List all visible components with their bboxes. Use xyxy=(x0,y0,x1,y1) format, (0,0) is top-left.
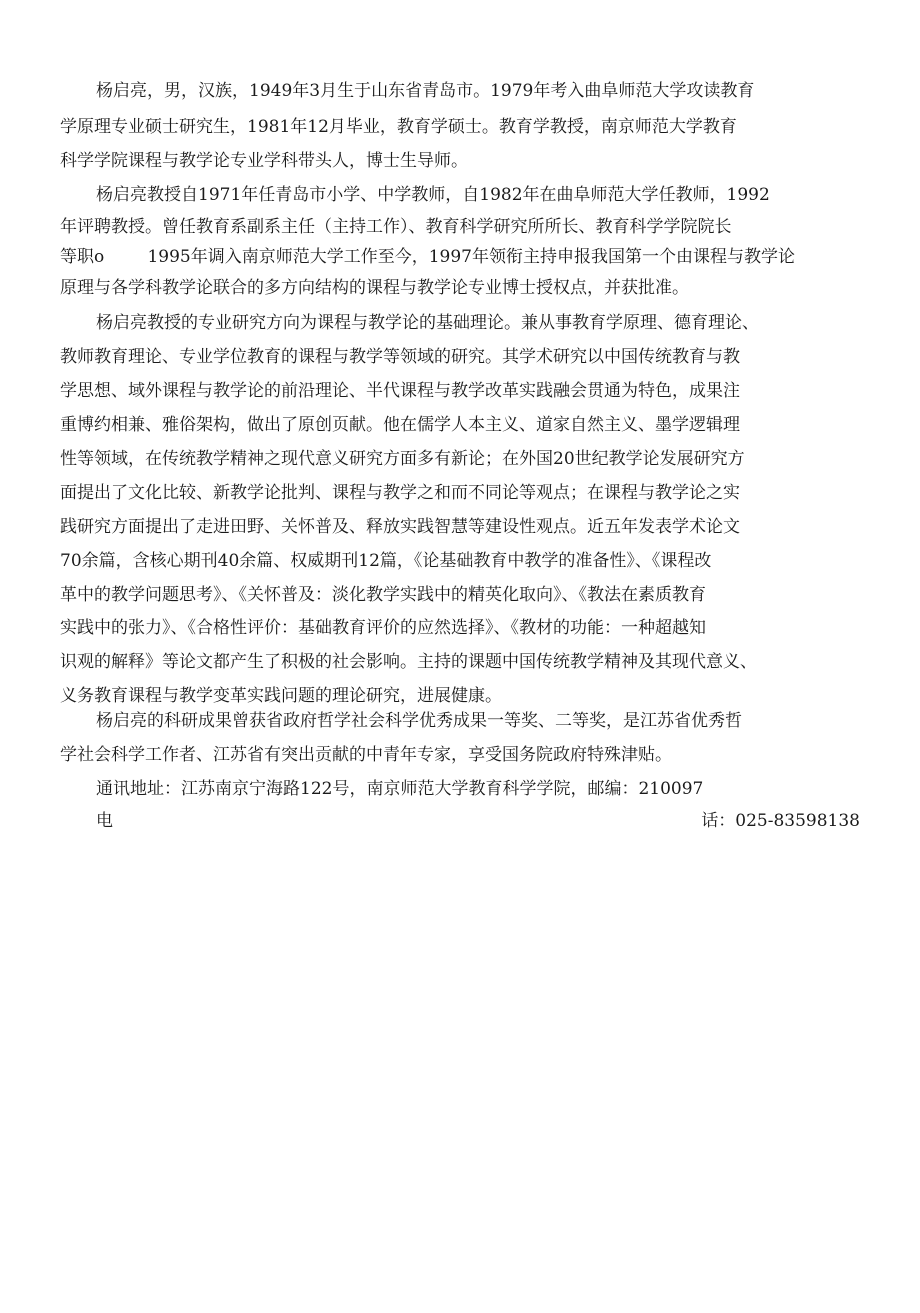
text-line: 年评聘教授。曾任教育系副系主任（主持工作）、教育科学研究所所长、教育科学学院院长 xyxy=(60,217,732,237)
phone-label: 电 xyxy=(96,811,113,831)
text-line: 重博约相兼、雅俗架构，做出了原创页献。他在儒学人本主义、道家自然主义、墨学逻辑理 xyxy=(60,415,740,435)
text-line: 学社会科学工作者、江苏省有突出贡献的中青年专家，享受国务院政府特殊津贴。 xyxy=(60,745,672,765)
text-line: 践研究方面提出了走进田野、关怀普及、释放实践智慧等建设性观点。近五年发表学术论文 xyxy=(60,517,740,537)
text-line: 学原理专业硕士研究生，1981年12月毕业，教育学硕士。教育学教授，南京师范大学教育 xyxy=(60,117,737,137)
text-line: 性等领域，在传统教学精神之现代意义研究方面多有新论；在外国20世纪教学论发展研究方 xyxy=(60,449,745,469)
text-line: 革中的教学问题思考》、《关怀普及：淡化教学实践中的精英化取向》、《教法在素质教育 xyxy=(60,585,706,605)
text-line: 面提出了文化比较、新教学论批判、课程与教学之和而不同论等观点；在课程与教学论之实 xyxy=(60,483,740,503)
text-line: 等职o 1995年调入南京师范大学工作至今，1997年领衔主持申报我国第一个由课程与教学论 xyxy=(60,247,795,267)
text-line: 原理与各学科教学论联合的多方向结构的课程与教学论专业博士授权点，并获批准。 xyxy=(60,278,689,298)
text-line: 教师教育理论、专业学位教育的课程与教学等领域的研究。其学术研究以中国传统教育与教 xyxy=(60,347,740,367)
text-line: 杨启亮，男，汉族，1949年3月生于山东省青岛市。1979年考入曲阜师范大学攻读教育 xyxy=(96,81,755,101)
text-line: 杨启亮教授的专业研究方向为课程与教学论的基础理论。兼从事教育学原理、德育理论、 xyxy=(96,313,759,333)
address-line: 通讯地址：江苏南京宁海路122号，南京师范大学教育科学学院，邮编：210097 xyxy=(96,779,704,799)
text-line: 科学学院课程与教学论专业学科带头人，博士生导师。 xyxy=(60,151,468,171)
text-line: 实践中的张力》、《合格性评价：基础教育评价的应然选择》、《教材的功能：一种超越知 xyxy=(60,618,706,638)
text-line: 70余篇，含核心期刊40余篇、权威期刊12篇，《论基础教育中教学的准备性》、《课程改 xyxy=(60,551,712,571)
text-line: 杨启亮的科研成果曾获省政府哲学社会科学优秀成果一等奖、二等奖，是江苏省优秀哲 xyxy=(96,711,742,731)
text-line: 义务教育课程与教学变革实践问题的理论研究，进展健康。 xyxy=(60,686,502,706)
text-line: 识观的解释》等论文都产生了积极的社会影响。主持的课题中国传统教学精神及其现代意义、 xyxy=(60,652,757,672)
text-line: 杨启亮教授自1971年任青岛市小学、中学教师，自1982年在曲阜师范大学任教师，1992 xyxy=(96,185,770,205)
phone-number: 话：025-83598138 xyxy=(701,811,860,831)
text-line: 学思想、域外课程与教学论的前沿理论、半代课程与教学改革实践融会贯通为特色，成果注 xyxy=(60,381,740,401)
